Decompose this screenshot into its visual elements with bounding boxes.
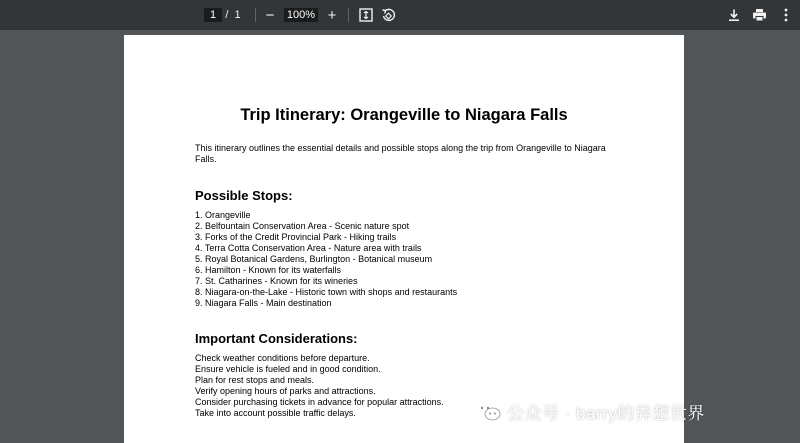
zoom-input[interactable]	[284, 8, 318, 22]
document-title: Trip Itinerary: Orangeville to Niagara Falls	[240, 106, 568, 124]
rotate-button[interactable]	[378, 0, 398, 30]
list-item: Check weather conditions before departure.	[195, 353, 370, 363]
pdf-toolbar	[0, 0, 800, 30]
print-icon	[752, 8, 767, 22]
fit-page-icon	[359, 8, 373, 22]
zoom-out-icon: −	[265, 6, 275, 24]
zoom-in-icon: +	[327, 6, 337, 24]
list-item: 9. Niagara Falls - Main destination	[195, 298, 332, 308]
zoom-in-button[interactable]	[322, 0, 342, 30]
watermark-text: 公众号 · barry的异想世界	[507, 403, 705, 423]
more-vert-icon	[784, 8, 788, 22]
list-item: Take into account possible traffic delays.	[195, 408, 356, 418]
considerations-list	[195, 353, 444, 419]
list-item: Verify opening hours of parks and attractions.	[195, 386, 376, 396]
page-count	[223, 0, 243, 30]
list-item: 8. Niagara-on-the-Lake - Historic town with shops and restaurants	[195, 287, 458, 297]
watermark	[475, 398, 705, 424]
list-item: 5. Royal Botanical Gardens, Burlington - Botanical museum	[195, 254, 433, 264]
list-item: Consider purchasing tickets in advance for popular attractions.	[195, 397, 444, 407]
fit-page-button[interactable]	[356, 0, 376, 30]
toolbar-divider	[348, 8, 349, 22]
considerations-heading: Important Considerations:	[195, 331, 358, 346]
list-item: Ensure vehicle is fueled and in good condition.	[195, 364, 381, 374]
page-total: 1	[234, 9, 241, 21]
stops-heading: Possible Stops:	[195, 188, 293, 203]
list-item: 2. Belfountain Conservation Area - Scenic nature spot	[195, 221, 410, 231]
print-button[interactable]	[749, 0, 769, 30]
wechat-icon	[475, 400, 501, 422]
page-number-input[interactable]	[204, 8, 222, 22]
download-icon	[727, 8, 741, 22]
list-item: 3. Forks of the Credit Provincial Park - Hiking trails	[195, 232, 397, 242]
zoom-out-button[interactable]	[260, 0, 280, 30]
list-item: 7. St. Catharines - Known for its wineries	[195, 276, 358, 286]
stops-list	[195, 210, 457, 309]
list-item: Plan for rest stops and meals.	[195, 375, 315, 385]
pdf-page	[124, 35, 684, 443]
list-item: 6. Hamilton - Known for its waterfalls	[195, 265, 342, 275]
download-button[interactable]	[724, 0, 744, 30]
rotate-icon	[381, 8, 396, 23]
list-item: 4. Terra Cotta Conservation Area - Nature area with trails	[195, 243, 422, 253]
page-separator: /	[225, 9, 229, 21]
toolbar-divider	[255, 8, 256, 22]
document-intro: This itinerary outlines the essential details and possible stops along the trip from Orangeville to Niagara Falls.	[195, 143, 606, 164]
more-options-button[interactable]	[776, 0, 796, 30]
list-item: 1. Orangeville	[195, 210, 251, 220]
